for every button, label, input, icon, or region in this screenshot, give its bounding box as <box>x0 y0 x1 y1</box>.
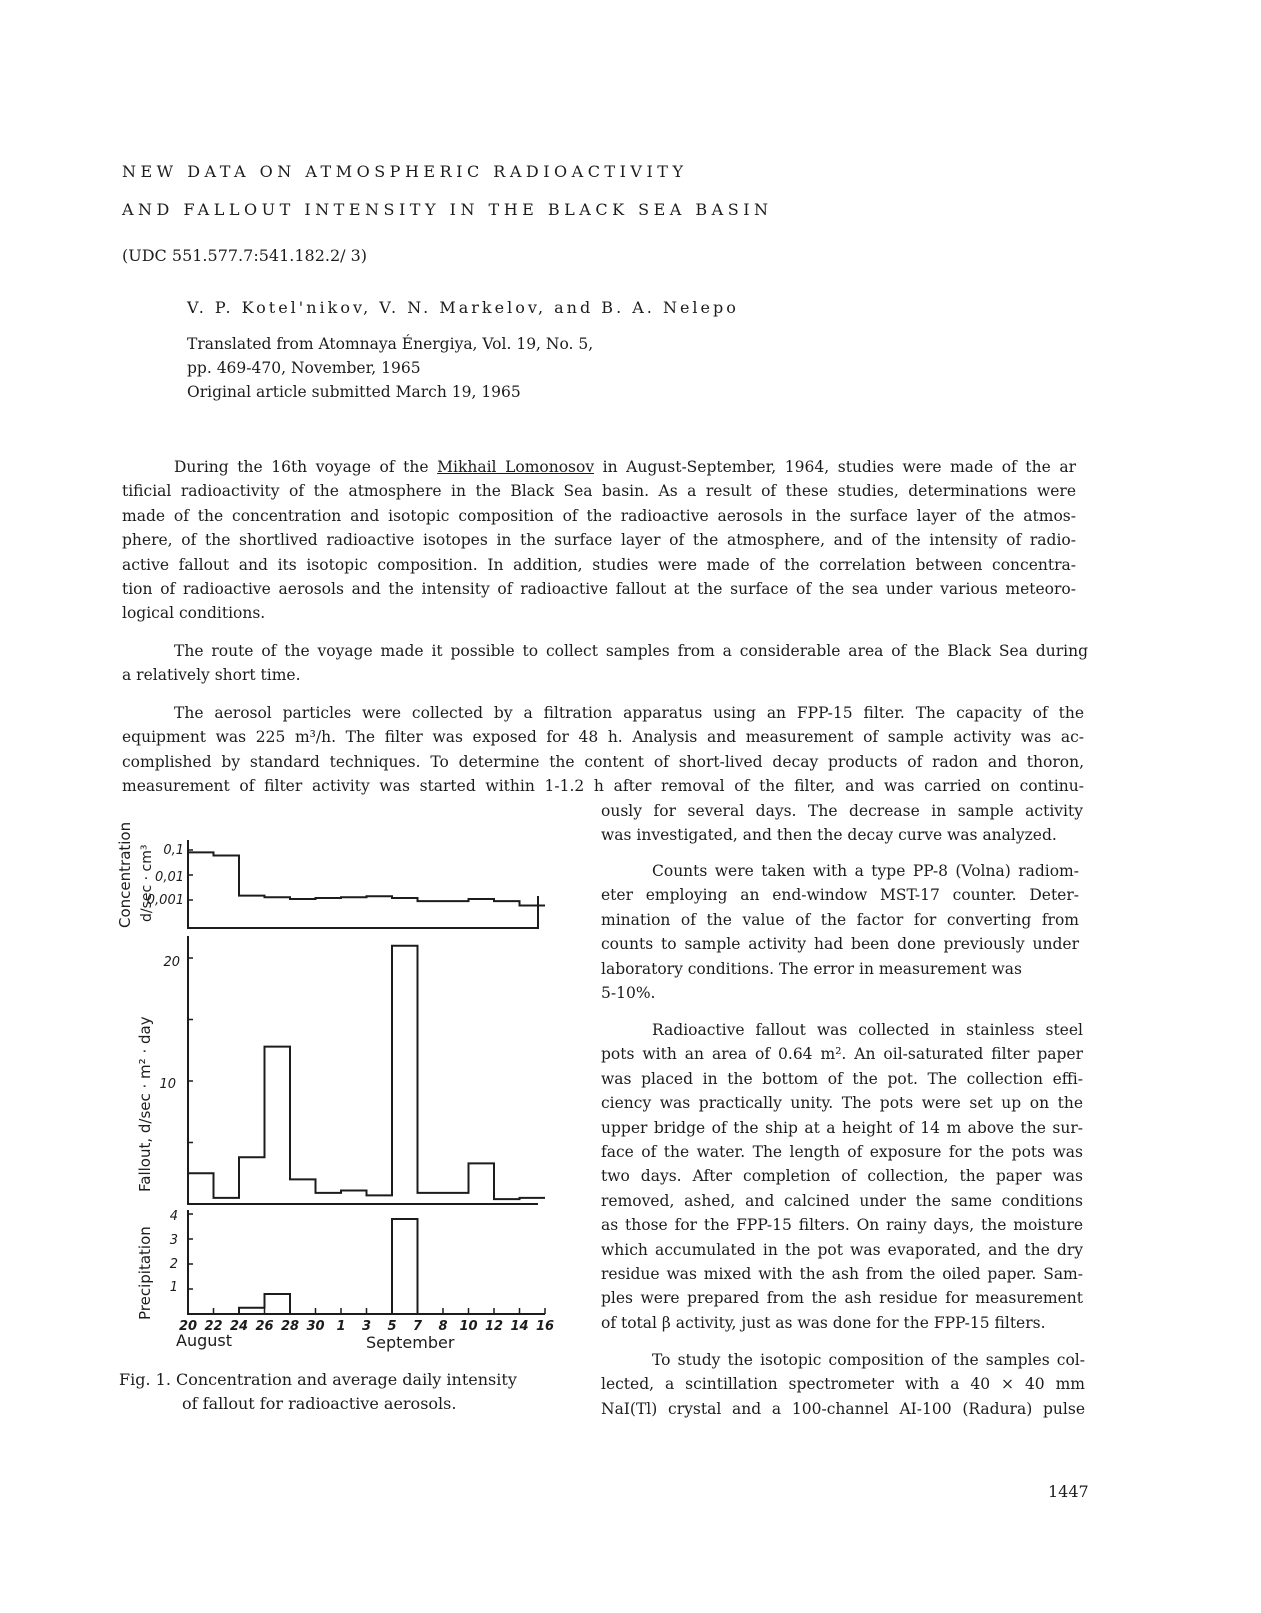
paragraph-4 <box>601 859 1079 1005</box>
para5-line6: face of the water. The length of exposure for the pots was <box>601 1143 1083 1162</box>
paragraph-3 <box>122 701 1084 799</box>
para1-line3: made of the concentration and isotopic composition of the radioactive aerosols in the surface layer of the atmos- <box>122 506 1076 525</box>
para4-line4: counts to sample activity had been done previously under <box>601 935 1079 954</box>
para3-line2: equipment was 225 m³/h. The filter was exposed for 48 h. Analysis and measurement of sample activity was ac- <box>122 728 1084 747</box>
para3-line1: The aerosol particles were collected by a filtration apparatus using an FPP-15 filter. The capacity of the <box>174 704 1084 722</box>
fallout-step-line <box>188 946 545 1199</box>
xtick-label-4: 28 <box>280 1319 300 1334</box>
paragraph-3-continued <box>601 799 1083 848</box>
para3-line6: was investigated, and then the decay curve was analyzed. <box>601 826 1057 845</box>
para3-line4: measurement of filter activity was started within 1-1.2 h after removal of the filter, and was carried on continu- <box>122 777 1084 796</box>
para1-line6: tion of radioactive aerosols and the intensity of radioactive fallout at the surface of the sea under various meteoro- <box>122 580 1076 599</box>
xtick-label-12: 12 <box>484 1319 504 1334</box>
para5-line1: Radioactive fallout was collected in stainless steel <box>652 1021 1083 1039</box>
page-number: 1447 <box>1048 1482 1089 1501</box>
paragraph-5 <box>601 1018 1083 1335</box>
precip-ylabel: Precipitation <box>136 1226 154 1320</box>
para1-line7: logical conditions. <box>122 604 266 623</box>
para5-line11: residue was mixed with the ash from the oiled paper. Sam- <box>601 1265 1083 1284</box>
conc-ylabel-1: Concentration <box>116 821 134 928</box>
conc-ytick-1: 0,01 <box>155 870 184 885</box>
para1-line4: phere, of the shortlived radioactive isotopes in the surface layer of the atmosphere, and of the intensity of radio- <box>122 531 1076 550</box>
para2-line1: The route of the voyage made it possible to collect samples from a considerable area of the Black Sea during <box>174 642 1088 660</box>
para6-line3: NaI(Tl) crystal and a 100-channel AI-100 (Radura) pulse <box>601 1399 1085 1418</box>
paragraph-1 <box>122 455 1076 626</box>
udc-code: (UDC 551.577.7:541.182.2/ 3) <box>122 246 368 265</box>
para5-line7: two days. After completion of collection, the paper was <box>601 1167 1083 1186</box>
figure-1 <box>108 800 555 1360</box>
para5-line3: was placed in the bottom of the pot. The collection effi- <box>601 1069 1083 1088</box>
precip-ytick-3: 1 <box>169 1280 178 1295</box>
para4-line3: mination of the value of the factor for converting from <box>601 910 1079 929</box>
para1-line5: active fallout and its isotopic composition. In addition, studies were made of the correlation between concentra- <box>122 555 1076 574</box>
translation-line-2: pp. 469-470, November, 1965 <box>187 359 421 377</box>
para2-line2: a relatively short time. <box>122 666 301 685</box>
para4-line6: 5-10%. <box>601 984 656 1003</box>
para6-line2: lected, a scintillation spectrometer with a 40 × 40 mm <box>601 1375 1085 1394</box>
precip-ytick-0: 4 <box>169 1209 178 1224</box>
para5-line2: pots with an area of 0.64 m². An oil-saturated filter paper <box>601 1045 1083 1064</box>
xtick-label-14: 16 <box>535 1319 555 1334</box>
paragraph-6 <box>601 1348 1085 1421</box>
xtick-label-13: 14 <box>510 1319 529 1334</box>
fallout-ytick-0: 20 <box>163 955 180 970</box>
precip-ytick-1: 3 <box>169 1233 178 1248</box>
month-august: August <box>176 1331 232 1350</box>
title-line-2: AND FALLOUT INTENSITY IN THE BLACK SEA BASIN <box>122 200 773 219</box>
para4-line5: laboratory conditions. The error in measurement was <box>601 959 1022 978</box>
para1-line1: During the 16th voyage of the Mikhail Lomonosov in August-September, 1964, studies were made of the ar <box>174 458 1076 476</box>
conc-ytick-0: 0,1 <box>163 843 184 858</box>
xtick-label-5: 30 <box>306 1319 325 1334</box>
para1-line2: tificial radioactivity of the atmosphere in the Black Sea basin. As a result of these studies, determinations were <box>122 482 1076 501</box>
para5-line8: removed, ashed, and calcined under the same conditions <box>601 1191 1083 1210</box>
translation-line-3: Original article submitted March 19, 1965 <box>187 383 521 401</box>
para5-line12: ples were prepared from the ash residue for measurement <box>601 1289 1083 1308</box>
xtick-label-0: 20 <box>178 1319 198 1334</box>
authors: V. P. Kotel'nikov, V. N. Markelov, and B. A. Nelepo <box>187 298 739 317</box>
xtick-label-10: 8 <box>438 1319 448 1334</box>
para3-line3: complished by standard techniques. To determine the content of short-lived decay products of radon and thoron, <box>122 752 1084 771</box>
para3-line5: ously for several days. The decrease in sample activity <box>601 802 1083 820</box>
para6-line1: To study the isotopic composition of the samples col- <box>652 1351 1085 1369</box>
conc-ylabel-2: d/sec · cm³ <box>139 844 155 922</box>
caption-line-2: of fallout for radioactive aerosols. <box>182 1394 457 1413</box>
xtick-label-2: 24 <box>229 1319 249 1334</box>
para4-line2: eter employing an end-window MST-17 counter. Deter- <box>601 886 1079 905</box>
xtick-label-1: 22 <box>204 1319 223 1334</box>
precipitation-frame <box>188 1210 538 1314</box>
precipitation-step-line <box>188 1219 545 1314</box>
translation-line-1: Translated from Atomnaya Énergiya, Vol. 19, No. 5, <box>187 335 594 353</box>
precip-ytick-2: 2 <box>169 1257 178 1272</box>
xtick-label-6: 1 <box>336 1319 346 1334</box>
paragraph-2 <box>122 639 1088 688</box>
concentration-step-line <box>188 852 545 905</box>
xtick-label-9: 7 <box>412 1319 423 1334</box>
conc-ytick-2: 0,001 <box>146 893 184 908</box>
para5-line5: upper bridge of the ship at a height of 14 m above the sur- <box>601 1118 1083 1137</box>
title-line-1: NEW DATA ON ATMOSPHERIC RADIOACTIVITY <box>122 162 688 181</box>
month-september: September <box>366 1333 455 1352</box>
para5-line13: of total β activity, just as was done for the FPP-15 filters. <box>601 1313 1046 1332</box>
para5-line9: as those for the FPP-15 filters. On rainy days, the moisture <box>601 1216 1083 1235</box>
caption-line-1: Fig. 1. Concentration and average daily intensity <box>119 1370 517 1389</box>
figure-caption <box>119 1368 517 1416</box>
xtick-label-8: 5 <box>387 1319 397 1334</box>
para4-line1: Counts were taken with a type PP-8 (Volna) radiom- <box>652 862 1079 880</box>
xtick-label-11: 10 <box>459 1319 478 1334</box>
para5-line4: ciency was practically unity. The pots were set up on the <box>601 1094 1083 1113</box>
concentration-frame <box>188 840 538 928</box>
xtick-label-7: 3 <box>361 1319 372 1334</box>
ship-name: Mikhail Lomonosov <box>437 458 595 476</box>
xtick-label-3: 26 <box>255 1319 274 1334</box>
para5-line10: which accumulated in the pot was evaporated, and the dry <box>601 1240 1083 1259</box>
fallout-ylabel: Fallout, d/sec · m² · day <box>136 1016 154 1192</box>
fallout-ytick-1: 10 <box>159 1077 176 1092</box>
translation-info <box>187 332 593 404</box>
